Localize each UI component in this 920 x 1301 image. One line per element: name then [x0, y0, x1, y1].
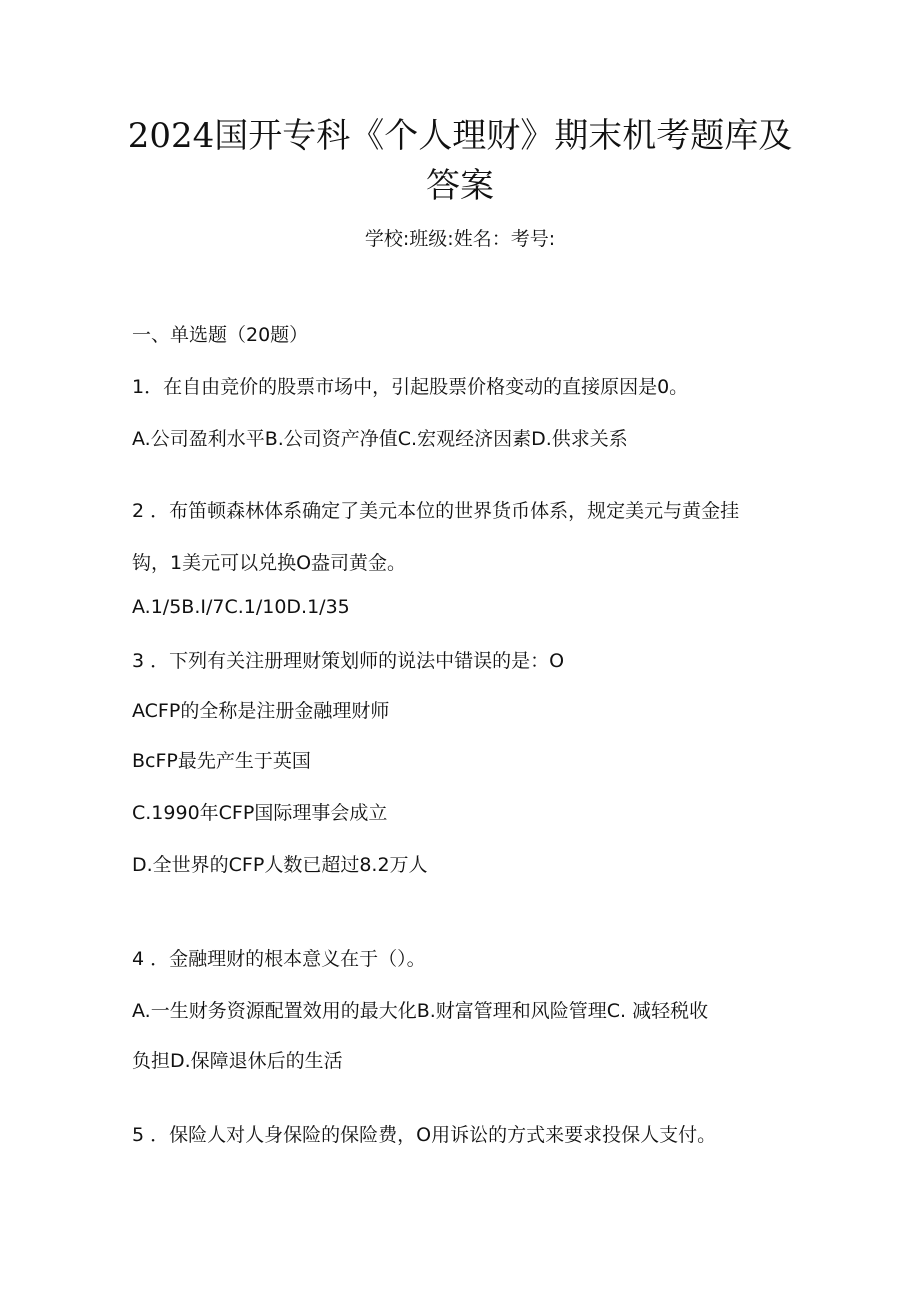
question-1-options: A.公司盈利水平B.公司资产净值C.宏观经济因素D.供求关系	[132, 428, 628, 450]
question-4-options-line2: 负担D.保障退休后的生活	[132, 1050, 343, 1072]
question-2-stem-line2: 钩，1美元可以兑换O盎司黄金。	[132, 552, 407, 574]
question-2-options: A.1/5B.I/7C.1/10D.1/35	[132, 596, 350, 618]
student-info-line: 学校:班级:姓名：考号:	[364, 228, 556, 250]
question-3-option-c: C.1990年CFP国际理事会成立	[132, 802, 388, 824]
question-5-stem: 5 ．保险人对人身保险的保险费，O用诉讼的方式来要求投保人支付。	[132, 1124, 717, 1146]
question-4-options-line1: A.一生财务资源配置效用的最大化B.财富管理和风险管理C. 减轻税收	[132, 1000, 709, 1022]
document-title-line1: 2024国开专科《个人理财》期末机考题库及	[127, 116, 793, 156]
question-3-option-d: D.全世界的CFP人数已超过8.2万人	[132, 854, 428, 876]
question-3-stem: 3 ．下列有关注册理财策划师的说法中错误的是：O	[132, 650, 565, 672]
question-2-stem-line1: 2 ．布笛顿森林体系确定了美元本位的世界货币体系，规定美元与黄金挂	[132, 500, 740, 522]
document-title-line2: 答案	[426, 166, 494, 206]
question-1-stem: 1．在自由竞价的股票市场中，引起股票价格变动的直接原因是0。	[132, 376, 689, 398]
question-4-stem: 4 ．金融理财的根本意义在于（）。	[132, 948, 426, 970]
question-3-option-a: ACFP的全称是注册金融理财师	[132, 700, 390, 722]
question-3-option-b: BcFP最先产生于英国	[132, 750, 311, 772]
section-heading: 一、单选题（20题）	[132, 324, 309, 346]
